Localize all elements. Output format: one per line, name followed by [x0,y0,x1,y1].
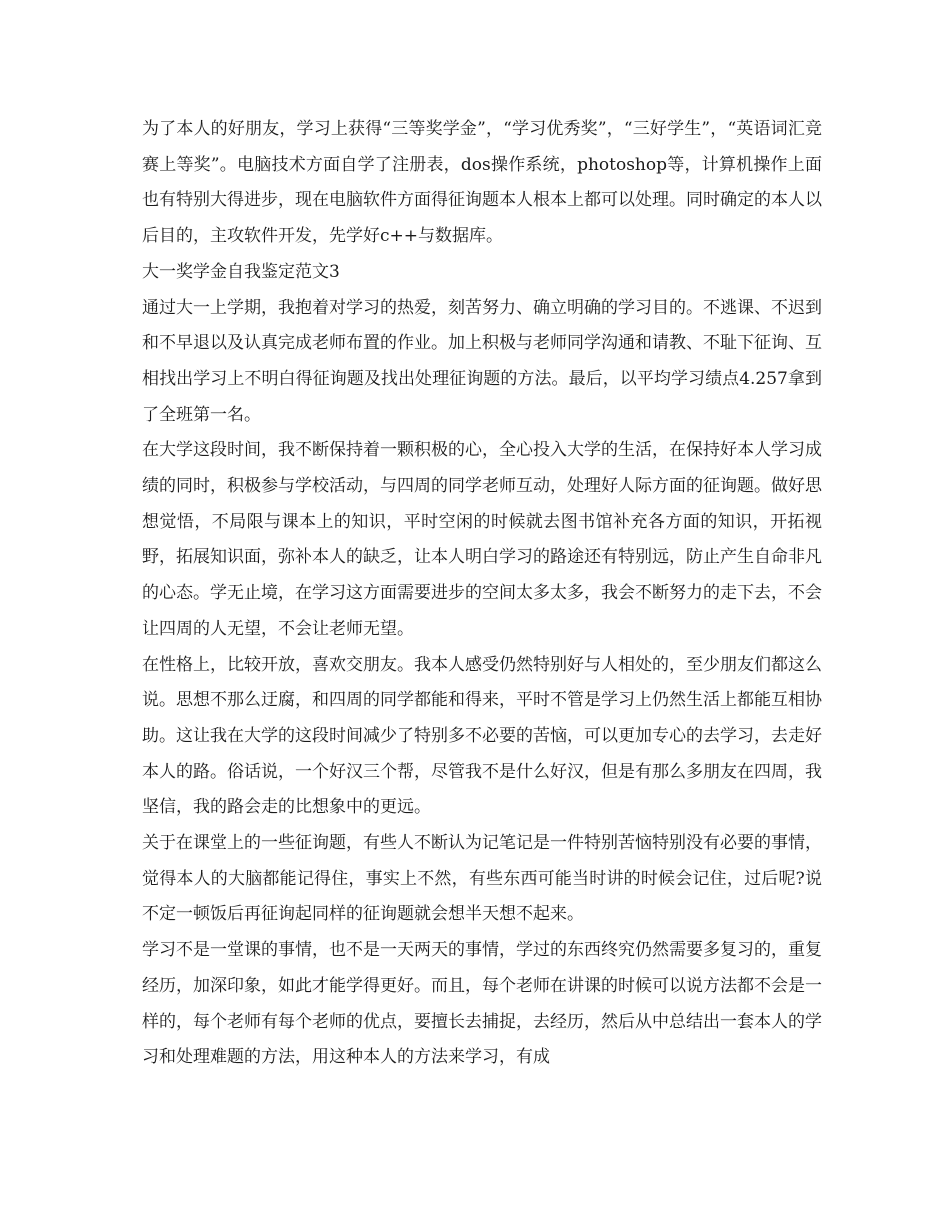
paragraph-first-semester: 通过大一上学期，我抱着对学习的热爱，刻苦努力、确立明确的学习目的。不逃课、不迟到和不早退以及认真完成老师布置的作业。加上积极与老师同学沟通和请教、不耻下征询、互相找出学习上不明白得征询题及找出处理征询题的方法。最后，以平均学习绩点4.257拿到了全班第一名。 [142,297,822,425]
paragraph-note-taking: 关于在课堂上的一些征询题，有些人不断认为记笔记是一件特别苦恼特别没有必要的事情，觉得本人的大脑都能记得住，事实上不然，有些东西可能当时讲的时候会记住，过后呢?说不定一顿饭后再征询起同样的征询题就会想半天想不起来。 [142,833,822,925]
paragraph-personality: 在性格上，比较开放，喜欢交朋友。我本人感受仍然特别好与人相处的，至少朋友们都这么说。思想不那么迂腐，和四周的同学都能和得来，平时不管是学习上仍然生活上都能互相协助。这让我在大学的这段时间减少了特别多不必要的苦恼，可以更加专心的去学习，去走好本人的路。俗话说，一个好汉三个帮，尽管我不是什么好汉，但是有那么多朋友在四周，我坚信，我的路会走的比想象中的更远。 [142,654,822,818]
paragraph-university-time: 在大学这段时间，我不断保持着一颗积极的心，全心投入大学的生活，在保持好本人学习成绩的同时，积极参与学校活动，与四周的同学老师互动，处理好人际方面的征询题。做好思想觉悟，不局限与课本上的知识，平时空闲的时候就去图书馆补充各方面的知识，开拓视野，拓展知识面，弥补本人的缺乏，让本人明白学习的路途还有特别远，防止产生自命非凡的心态。学无止境，在学习这方面需要进步的空间太多太多，我会不断努力的走下去，不会让四周的人无望，不会让老师无望。 [142,440,822,639]
section-heading: 大一奖学金自我鉴定范文3 [142,261,340,282]
paragraph-review-learning: 学习不是一堂课的事情，也不是一天两天的事情，学过的东西终究仍然需要多复习的，重复经历，加深印象，如此才能学得更好。而且，每个老师在讲课的时候可以说方法都不会是一样的，每个老师有每个老师的优点，要擅长去捕捉，去经历，然后从中总结出一套本人的学习和处理难题的方法，用这种本人的方法来学习，有成 [142,940,822,1068]
paragraph-awards: 为了本人的好朋友，学习上获得“三等奖学金”，“学习优秀奖”，“三好学生”，“英语词汇竞赛上等奖”。电脑技术方面自学了注册表，dos操作系统，photoshop等，计算机操作上面也有特别大得进步，现在电脑软件方面得征询题本人根本上都可以处理。同时确定的本人以后目的，主攻软件开发，先学好c++与数据库。 [142,119,822,247]
document-body [142,112,822,1076]
